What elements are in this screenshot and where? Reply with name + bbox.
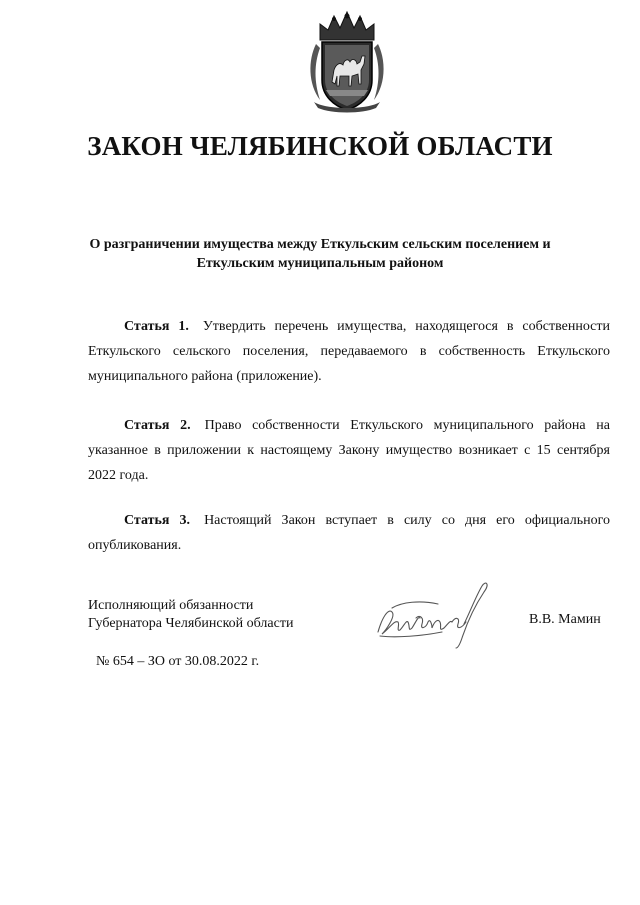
article-line [88,314,610,339]
article-label: Статья 3. [124,513,191,528]
signatory-position-line: Губернатора Челябинской области [88,616,294,631]
article-2 [88,413,610,488]
article-label: Статья 2. [124,418,191,433]
handwritten-signature-icon [372,578,494,650]
coat-of-arms-icon [306,10,388,114]
signatory-position [88,597,293,633]
signatory-name: В.В. Мамин [529,612,601,627]
article-label: Статья 1. [124,319,189,334]
article-text: Утвердить перечень имущества, находящегося в собственности [202,319,610,334]
article-3 [88,508,610,558]
article-line: опубликования. [88,538,182,553]
article-1 [88,314,610,389]
article-text: Настоящий Закон вступает в силу со дня его официального [204,513,610,528]
article-line: 2022 года. [88,468,149,483]
law-subject-line: Еткульским муниципальным районом [196,256,444,271]
article-line: указанное в приложении к настоящему Закону имущество возникает с 15 сентября [88,443,610,458]
article-text: Право собственности Еткульского муниципального района на [204,418,610,433]
law-subject [0,235,640,273]
article-line: Еткульского сельского поселения, передаваемого в собственность Еткульского [88,344,610,359]
law-title: ЗАКОН ЧЕЛЯБИНСКОЙ ОБЛАСТИ [87,131,553,161]
article-line [88,413,610,438]
signatory-position-line: Исполняющий обязанности [88,598,254,613]
article-line: муниципального района (приложение). [88,369,322,384]
article-line [88,508,610,533]
law-subject-line: О разграничении имущества между Еткульским сельским поселением и [89,237,551,252]
document-number: № 654 – ЗО от 30.08.2022 г. [96,654,260,669]
